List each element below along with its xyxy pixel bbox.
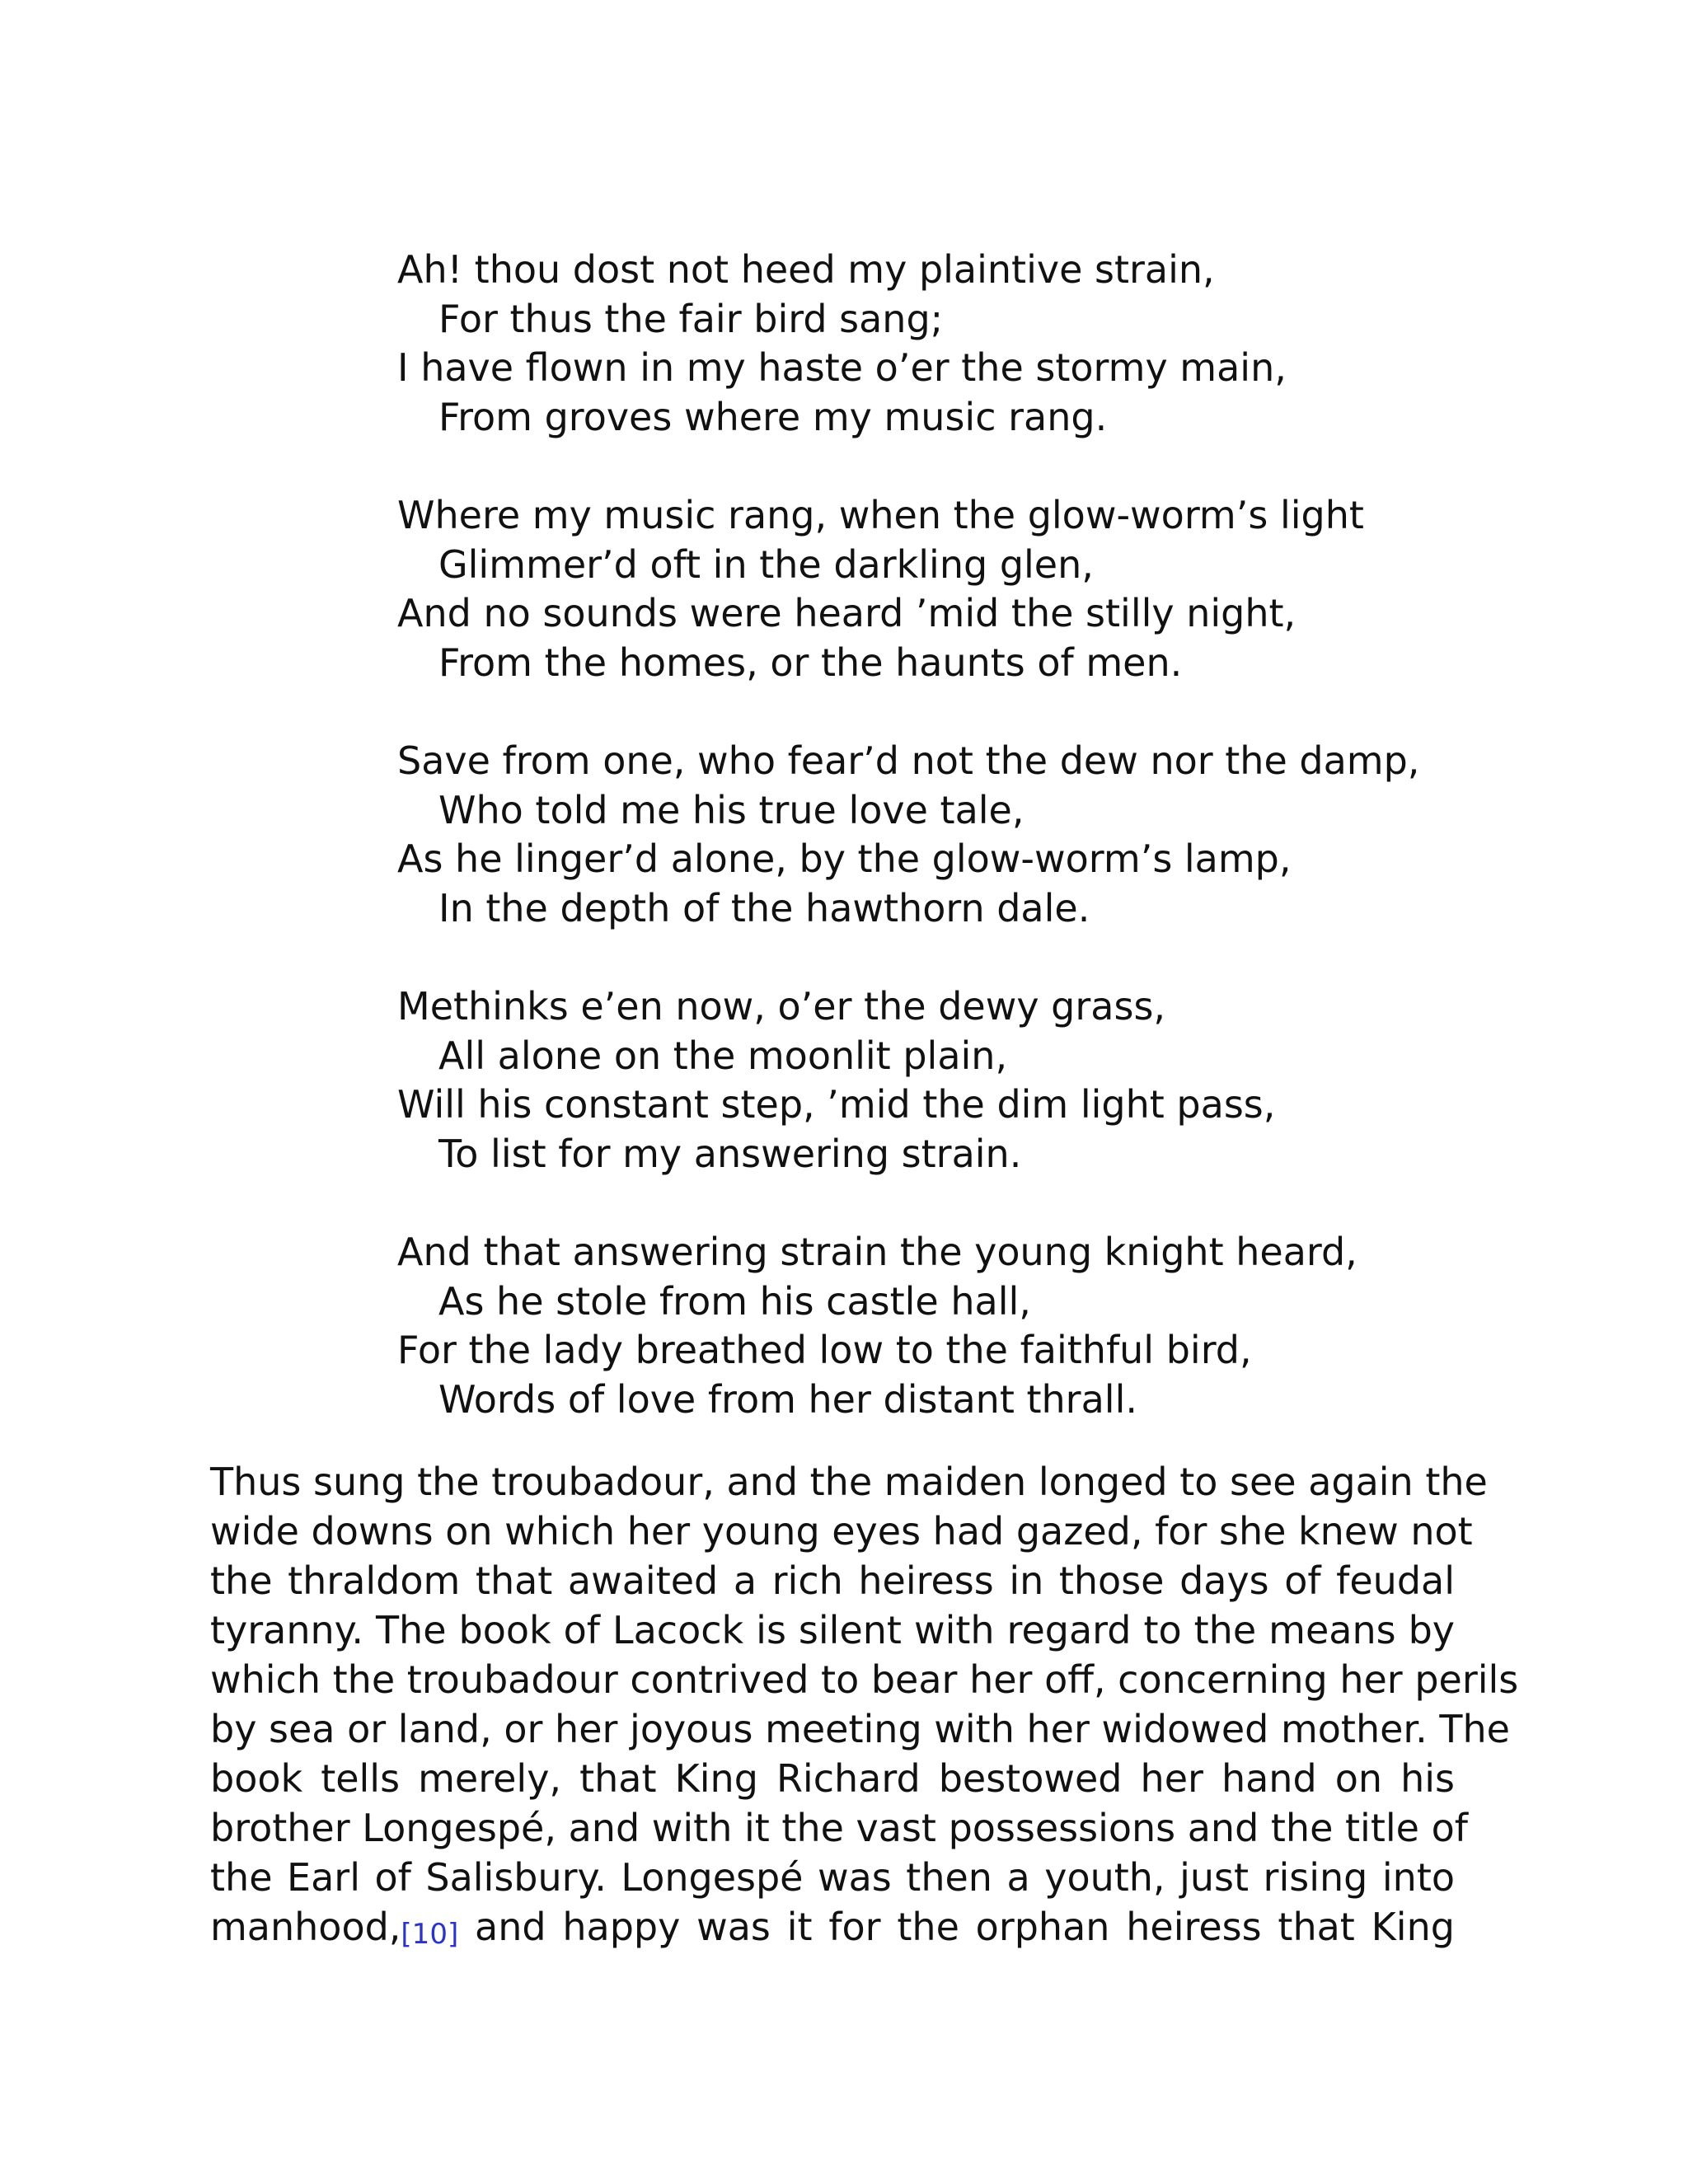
poem-stanza-2: [397, 491, 1469, 687]
prose-word: happy: [562, 1905, 681, 1949]
poem-line: Where my music rang, when the glow-worm’s light: [397, 493, 1364, 537]
prose-line: Thus sung the troubadour, and the maiden longed to see again the: [210, 1460, 1488, 1504]
prose-word: was: [696, 1905, 771, 1949]
poem-line: For thus the fair bird sang;: [438, 296, 944, 341]
prose-line: the Earl of Salisbury. Longespé was then a youth, just rising into: [210, 1855, 1455, 1900]
prose-word: the: [897, 1905, 959, 1949]
poem: [397, 246, 1469, 1474]
poem-line: In the depth of the hawthorn dale.: [438, 885, 1090, 930]
prose-word: it: [786, 1905, 813, 1949]
poem-stanza-5: [397, 1228, 1469, 1424]
prose-line: which the troubadour contrived to bear her off, concerning her perils: [210, 1657, 1519, 1702]
poem-stanza-4: [397, 982, 1469, 1179]
prose-line: book tells merely, that King Richard bestowed her hand on his: [210, 1756, 1455, 1801]
prose-word: heiress: [1126, 1905, 1262, 1949]
poem-line: And that answering strain the young knight heard,: [397, 1230, 1357, 1274]
prose-word: that: [1278, 1905, 1355, 1949]
poem-stanza-1: [397, 246, 1469, 442]
poem-line: From groves where my music rang.: [438, 394, 1108, 439]
prose-line: brother Longespé, and with it the vast possessions and the title of: [210, 1806, 1468, 1850]
poem-line: Words of love from her distant thrall.: [438, 1376, 1137, 1422]
prose-line: by sea or land, or her joyous meeting with her widowed mother. The: [210, 1707, 1510, 1751]
poem-line: For the lady breathed low to the faithful bird,: [397, 1328, 1252, 1372]
poem-line: I have flown in my haste o’er the stormy main,: [397, 345, 1287, 390]
prose-word: orphan: [975, 1905, 1110, 1949]
prose-word: King: [1371, 1905, 1455, 1949]
poem-line: And no sounds were heard ’mid the stilly night,: [397, 591, 1296, 635]
poem-line: To list for my answering strain.: [438, 1131, 1022, 1176]
poem-line: Glimmer’d oft in the darkling glen,: [438, 541, 1094, 587]
poem-line: Ah! thou dost not heed my plaintive strain,: [397, 247, 1215, 292]
poem-line: Save from one, who fear’d not the dew nor the damp,: [397, 738, 1420, 783]
prose-word: for: [828, 1905, 881, 1949]
prose-word: and: [475, 1905, 546, 1949]
prose-line: tyranny. The book of Lacock is silent with regard to the means by: [210, 1608, 1455, 1652]
prose-text: manhood,: [210, 1905, 401, 1949]
poem-line: All alone on the moonlit plain,: [438, 1033, 1008, 1078]
poem-line: As he linger’d alone, by the glow-worm’s lamp,: [397, 837, 1292, 881]
poem-line: As he stole from his castle hall,: [438, 1278, 1031, 1324]
prose-paragraph: [210, 1457, 1519, 1959]
prose-last-line: [210, 1902, 1455, 1959]
poem-line: Methinks e’en now, o’er the dewy grass,: [397, 984, 1166, 1029]
prose-line: the thraldom that awaited a rich heiress in those days of feudal: [210, 1558, 1455, 1603]
poem-line: From the homes, or the haunts of men.: [438, 640, 1183, 685]
poem-line: Who told me his true love tale,: [438, 787, 1025, 832]
prose-last-line-start: [210, 1902, 458, 1959]
poem-line: Will his constant step, ’mid the dim light pass,: [397, 1082, 1276, 1127]
prose-line: wide downs on which her young eyes had gazed, for she knew not: [210, 1509, 1473, 1554]
footnote-link[interactable]: [10]: [401, 1918, 459, 1951]
poem-stanza-3: [397, 737, 1469, 933]
